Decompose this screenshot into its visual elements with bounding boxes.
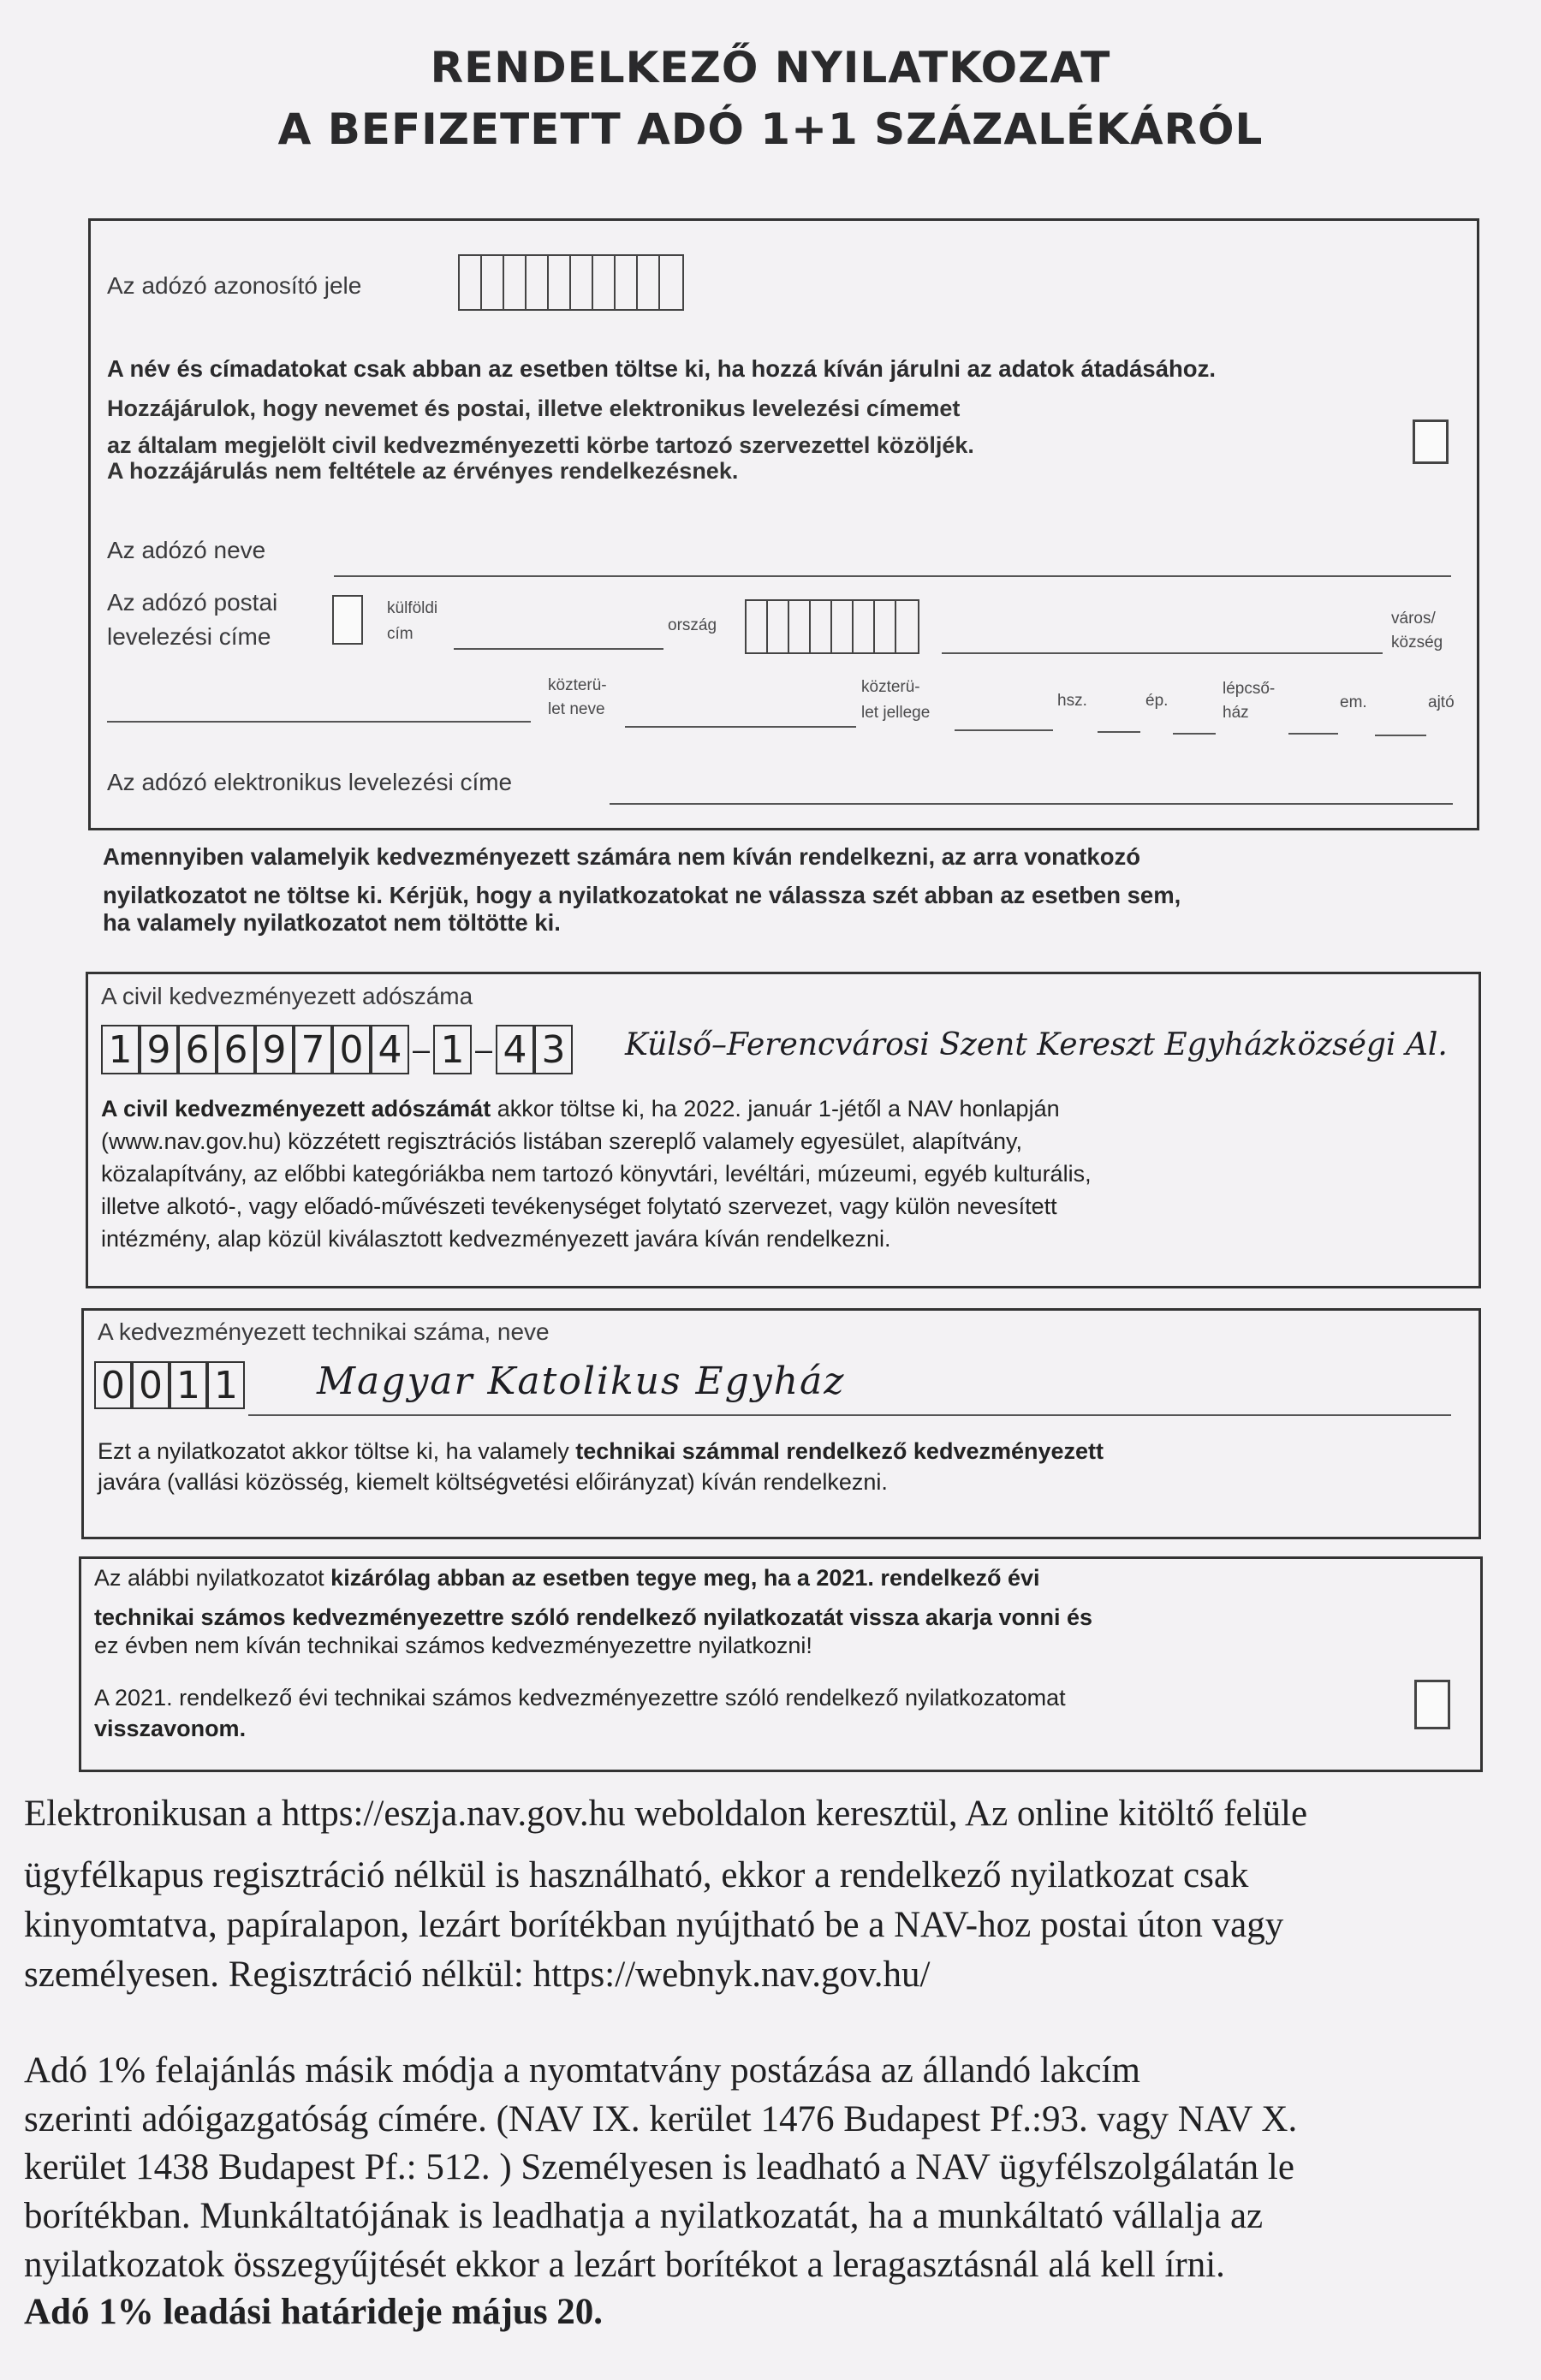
footer-p1-line2: ügyfélkapus regisztráció nélkül is használható, ekkor a rendelkező nyilatkozat csak [24,1855,1249,1895]
withdraw-line1-bold: kizárólag abban az esetben tegye meg, ha a 2021. rendelkező évi [330,1565,1040,1591]
notice-line2: nyilatkozatot ne töltse ki. Kérjük, hogy a nyilatkozatokat ne válassza szét abban az esetben sem, [103,882,1181,908]
notice-line3: ha valamely nyilatkozatot nem töltötte ki. [103,909,561,936]
email-field[interactable] [610,803,1453,805]
civil-digit: 0 [332,1025,371,1074]
technical-description-line1 [98,1438,1104,1465]
technical-description-bold: technikai számmal rendelkező kedvezményezett [575,1438,1104,1464]
floor-field[interactable] [1375,735,1426,736]
foreign-address-checkbox[interactable] [332,595,363,645]
staircase-label-2: ház [1223,704,1249,722]
withdraw-statement-line2: visszavonom. [94,1716,247,1741]
civil-description-line2: (www.nav.gov.hu) közzétett regisztrációs listában szereplő valamely egyesület, alapítvány, [101,1128,1023,1154]
country-label: ország [668,616,717,634]
footer-p2-line2: szerinti adóigazgatóság címére. (NAV IX. kerület 1476 Budapest Pf.:93. vagy NAV X. [24,2099,1298,2139]
civil-description-line1 [101,1096,1060,1122]
foreign-address-label-2: cím [387,625,414,643]
civil-digit: 1 [433,1025,472,1074]
name-address-note: A név és címadatokat csak abban az esetben töltse ki, ha hozzá kíván járulni az adatok átadásához. [107,355,1216,382]
taxpayer-name-label: Az adózó neve [107,537,266,563]
foreign-address-label-1: külföldi [387,599,438,617]
staircase-label-1: lépcső- [1223,680,1276,698]
footer-p2-line1: Adó 1% felajánlás másik módja a nyomtatvány postázása az állandó lakcím [24,2050,1140,2091]
consent-checkbox[interactable] [1413,419,1449,464]
taxpayer-section [88,218,1479,830]
house-number-field[interactable] [1098,731,1140,733]
country-field[interactable] [745,599,919,654]
footer-p1-line1: Elektronikusan a https://eszja.nav.gov.hu weboldalon keresztül, Az online kitöltő felüle [24,1794,1308,1834]
withdraw-line1-start: Az alábbi nyilatkozatot [94,1565,331,1591]
postal-label-1: Az adózó postai [107,589,278,616]
footer-p1-line4: személyesen. Regisztráció nélkül: https://webnyk.nav.gov.hu/ [24,1955,931,1995]
taxpayer-id-label: Az adózó azonosító jele [107,272,362,299]
withdraw-line2: technikai számos kedvezményezettre szóló rendelkező nyilatkozatát vissza akarja vonni és [94,1604,1092,1630]
street-type-field[interactable] [955,729,1053,731]
withdraw-checkbox[interactable] [1414,1680,1450,1729]
civil-description-line5: intézmény, alap közül kiválasztott kedvezményezett javára kíván rendelkezni. [101,1226,891,1252]
street-type-label-2: let jellege [861,704,931,722]
technical-description-start: Ezt a nyilatkozatot akkor töltse ki, ha valamely [98,1438,576,1464]
email-label: Az adózó elektronikus levelezési címe [107,769,513,795]
form-title-line2: A BEFIZETETT ADÓ 1+1 SZÁZALÉKÁRÓL [277,104,1264,154]
taxpayer-id-field[interactable] [458,254,684,311]
footer-p1-line3: kinyomtatva, papíralapon, lezárt borítékban nyújtható be a NAV-hoz postai úton vagy [24,1905,1284,1945]
door-label: ajtó [1428,693,1455,711]
civil-description-line3: közalapítvány, az előbbi kategóriákba nem tartozó könyvtári, levéltári, múzeumi, egyéb kulturális, [101,1161,1092,1187]
withdraw-statement-line1: A 2021. rendelkező évi technikai számos kedvezményezettre szóló rendelkező nyilatkozatomat [94,1685,1066,1711]
footer-p2-line4: borítékban. Munkáltatójának is leadhatja a nyilatkozatát, ha a munkáltató vállalja az [24,2196,1264,2236]
technical-digit: 1 [170,1361,207,1409]
civil-description-rest: akkor töltse ki, ha 2022. január 1-jétől a NAV honlapján [491,1096,1060,1122]
technical-digit: 0 [94,1361,132,1409]
form-title-line1: RENDELKEZŐ NYILATKOZAT [430,43,1111,92]
civil-description-line4: illetve alkotó-, vagy előadó-művészeti tevékenységet folytató szervezet, vagy külön nevesített [101,1193,1057,1219]
civil-digit: 4 [371,1025,409,1074]
civil-digit: 7 [294,1025,332,1074]
footer-p2-line3: kerület 1438 Budapest Pf.: 512. ) Személyesen is leadható a NAV ügyfélszolgálatán le [24,2147,1294,2187]
street-name-label-2: let neve [548,700,605,718]
civil-taxnumber-field[interactable] [101,1024,573,1075]
house-number-label: hsz. [1057,692,1087,710]
postal-label-2: levelezési címe [107,623,271,650]
building-label: ép. [1145,692,1169,710]
foreign-address-field[interactable] [454,648,663,650]
civil-digit: 4 [496,1025,534,1074]
consent-line3: A hozzájárulás nem feltétele az érvényes rendelkezésnek. [107,458,739,484]
deadline-text: Adó 1% leadási határideje május 20. [24,2292,604,2332]
civil-dash: – [412,1032,431,1067]
consent-line2: az általam megjelölt civil kedvezményezetti körbe tartozó szervezettel közöljék. [107,432,974,458]
civil-description-bold: A civil kedvezményezett adószámát [101,1096,491,1122]
civil-digit: 1 [101,1025,140,1074]
city-label-2: község [1391,634,1443,652]
technical-digit: 1 [207,1361,245,1409]
civil-digit: 3 [534,1025,573,1074]
footer-p2-line5: nyilatkozatok összegyűjtését ekkor a lezárt borítékot a leragasztásnál alá kell írni. [24,2245,1225,2285]
consent-line1: Hozzájárulok, hogy nevemet és postai, illetve elektronikus levelezési címemet [107,396,961,421]
city-field[interactable] [942,652,1383,654]
street-name-label-1: közterü- [548,676,607,694]
civil-digit: 9 [140,1025,178,1074]
civil-digit: 6 [178,1025,217,1074]
floor-label: em. [1340,693,1367,711]
street-type-label-1: közterü- [861,678,920,696]
civil-beneficiary-handwritten-name: Külső–Ferencvárosi Szent Kereszt Egyházközségi Al. [625,1027,1448,1062]
technical-number-label: A kedvezményezett technikai száma, neve [98,1318,550,1345]
civil-dash: – [474,1032,493,1067]
street-name-field[interactable] [625,726,856,728]
withdraw-line3: ez évben nem kíván technikai számos kedvezményezettre nyilatkozni! [94,1633,812,1658]
building-field[interactable] [1173,733,1216,735]
staircase-field[interactable] [1288,733,1338,735]
civil-digit: 9 [255,1025,294,1074]
postal-code-field[interactable] [107,721,531,723]
technical-name-underline [248,1414,1451,1416]
civil-taxnumber-label: A civil kedvezményezett adószáma [101,983,473,1009]
technical-number-field[interactable] [94,1361,245,1409]
withdraw-line1 [94,1565,1040,1592]
taxpayer-name-field[interactable] [334,575,1451,577]
notice-line1: Amennyiben valamelyik kedvezményezett számára nem kíván rendelkezni, az arra vonatkozó [103,843,1141,870]
civil-digit: 6 [217,1025,255,1074]
technical-beneficiary-handwritten-name: Magyar Katolikus Egyház [317,1360,846,1403]
city-label-1: város/ [1391,610,1436,628]
technical-digit: 0 [132,1361,170,1409]
technical-description-line2: javára (vallási közösség, kiemelt költségvetési előirányzat) kíván rendelkezni. [98,1469,888,1495]
